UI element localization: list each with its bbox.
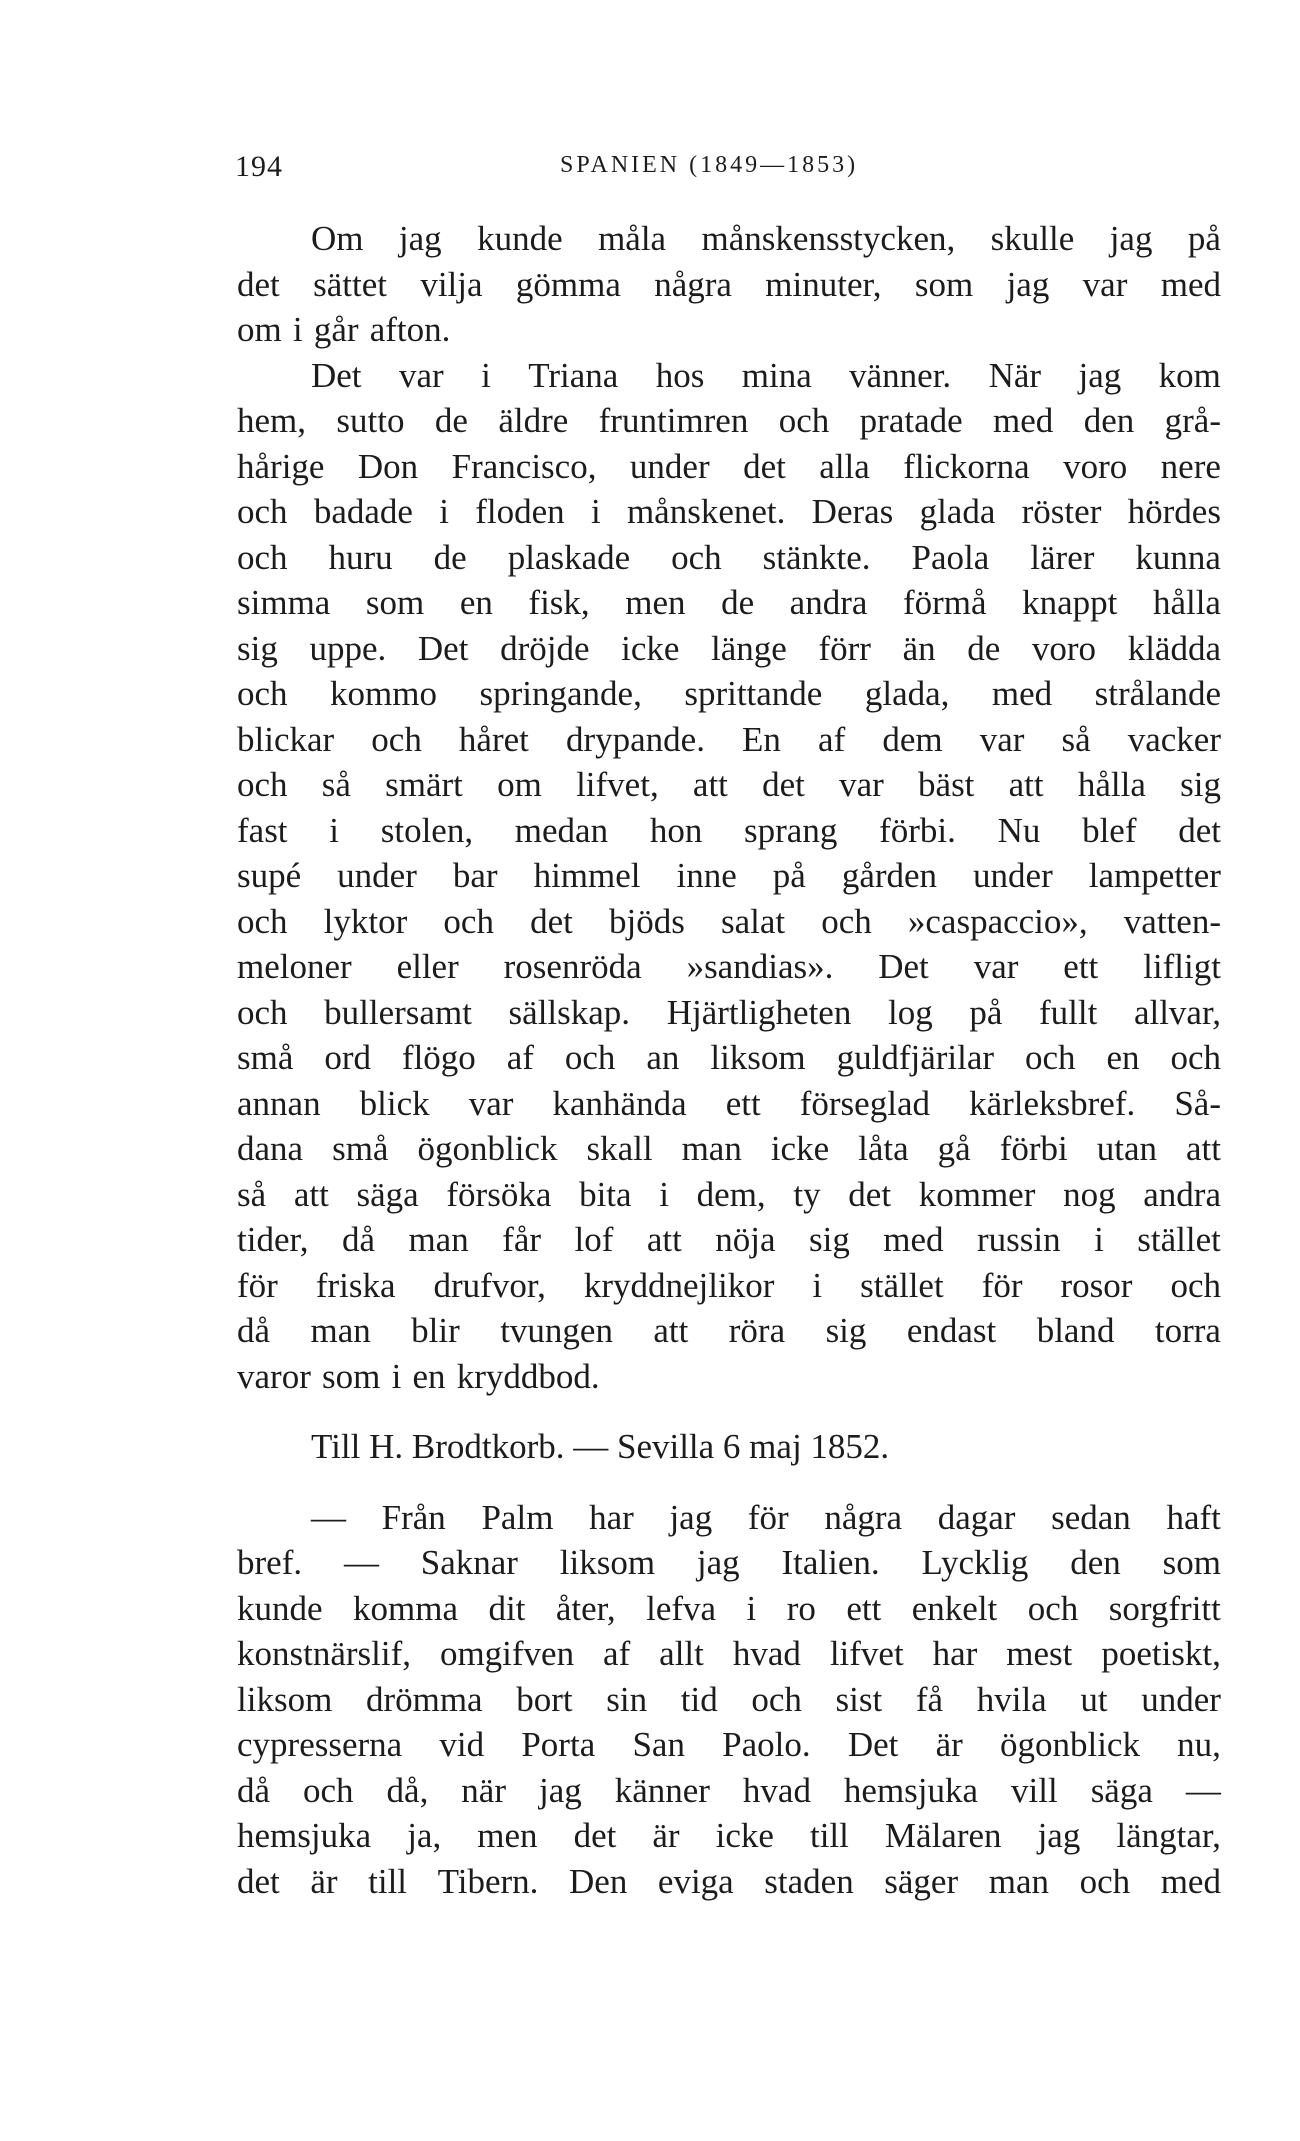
text-line: Det var i Triana hos mina vänner. När jag kom: [311, 355, 1221, 395]
text-line: det sättet vilja gömma några minuter, som jag var med: [237, 264, 1221, 304]
letter-heading: [237, 1424, 947, 1470]
text-line: bref. — Saknar liksom jag Italien. Lycklig den som: [237, 1543, 1221, 1582]
spacer: [237, 1399, 1221, 1424]
text-line: varor som i en kryddbod.: [237, 1356, 600, 1396]
text-line: för friska drufvor, kryddnejlikor i stället för rosor och: [237, 1265, 1221, 1305]
text-line: hårige Don Francisco, under det alla flickorna voro nere: [237, 446, 1221, 486]
running-head: SPANIEN (1849—1853): [560, 152, 859, 178]
text-line: liksom drömma bort sin tid och sist få hvila ut under: [237, 1679, 1221, 1719]
text-line: det är till Tibern. Den eviga staden säger man och med: [237, 1861, 1221, 1901]
text-line: tider, då man får lof att nöja sig med russin i stället: [237, 1220, 1221, 1259]
text-line: och så smärt om lifvet, att det var bäst att hålla sig: [237, 765, 1221, 804]
page-header: [235, 150, 895, 190]
text-line: annan blick var kanhända ett förseglad kärleksbref. Så-: [237, 1083, 1221, 1123]
text-line: cypresserna vid Porta San Paolo. Det är ögonblick nu,: [237, 1725, 1221, 1764]
paragraph-1: [237, 216, 1221, 353]
text-line: Om jag kunde måla månskensstycken, skulle jag på: [311, 219, 1221, 258]
text-line: sig uppe. Det dröjde icke länge förr än de voro klädda: [237, 628, 1221, 668]
spacer: [237, 1470, 1221, 1495]
text-line: dana små ögonblick skall man icke låta gå förbi utan att: [237, 1129, 1221, 1168]
text-line: kunde komma dit åter, lefva i ro ett enkelt och sorgfritt: [237, 1588, 1221, 1628]
page-number: 194: [235, 150, 283, 183]
text-line: då och då, när jag känner hvad hemsjuka vill säga —: [237, 1770, 1221, 1810]
text-line: hemsjuka ja, men det är icke till Mälaren jag längtar,: [237, 1816, 1221, 1855]
text-line: så att säga försöka bita i dem, ty det kommer nog andra: [237, 1174, 1221, 1214]
text-line: och badade i floden i månskenet. Deras glada röster hördes: [237, 492, 1221, 531]
text-line: då man blir tvungen att röra sig endast bland torra: [237, 1311, 1221, 1350]
text-line: och bullersamt sällskap. Hjärtligheten log på fullt allvar,: [237, 992, 1221, 1032]
letter-heading-text: Till H. Brodtkorb. — Sevilla 6 maj 1852.: [311, 1427, 890, 1466]
paragraph-2: [237, 353, 1221, 1400]
text-line: — Från Palm har jag för några dagar sedan haft: [311, 1497, 1221, 1537]
text-line: och kommo springande, sprittande glada, med strålande: [237, 674, 1221, 713]
text-line: simma som en fisk, men de andra förmå knappt hålla: [237, 583, 1221, 622]
text-line: supé under bar himmel inne på gården under lampetter: [237, 856, 1221, 895]
text-line: om i går afton.: [237, 310, 451, 349]
text-line: små ord flögo af och an liksom guldfjärilar och en och: [237, 1038, 1221, 1077]
page-body: [237, 216, 1221, 1904]
paragraph-3: [237, 1495, 1221, 1905]
text-line: fast i stolen, medan hon sprang förbi. Nu blef det: [237, 810, 1221, 850]
text-line: meloner eller rosenröda »sandias». Det var ett lifligt: [237, 947, 1221, 986]
text-line: konstnärslif, omgifven af allt hvad lifvet har mest poetiskt,: [237, 1634, 1221, 1673]
text-line: och huru de plaskade och stänkte. Paola lärer kunna: [237, 537, 1221, 577]
text-line: blickar och håret drypande. En af dem var så vacker: [237, 719, 1221, 759]
text-line: hem, sutto de äldre fruntimren och pratade med den grå-: [237, 401, 1221, 440]
text-line: och lyktor och det bjöds salat och »caspaccio», vatten-: [237, 901, 1221, 941]
